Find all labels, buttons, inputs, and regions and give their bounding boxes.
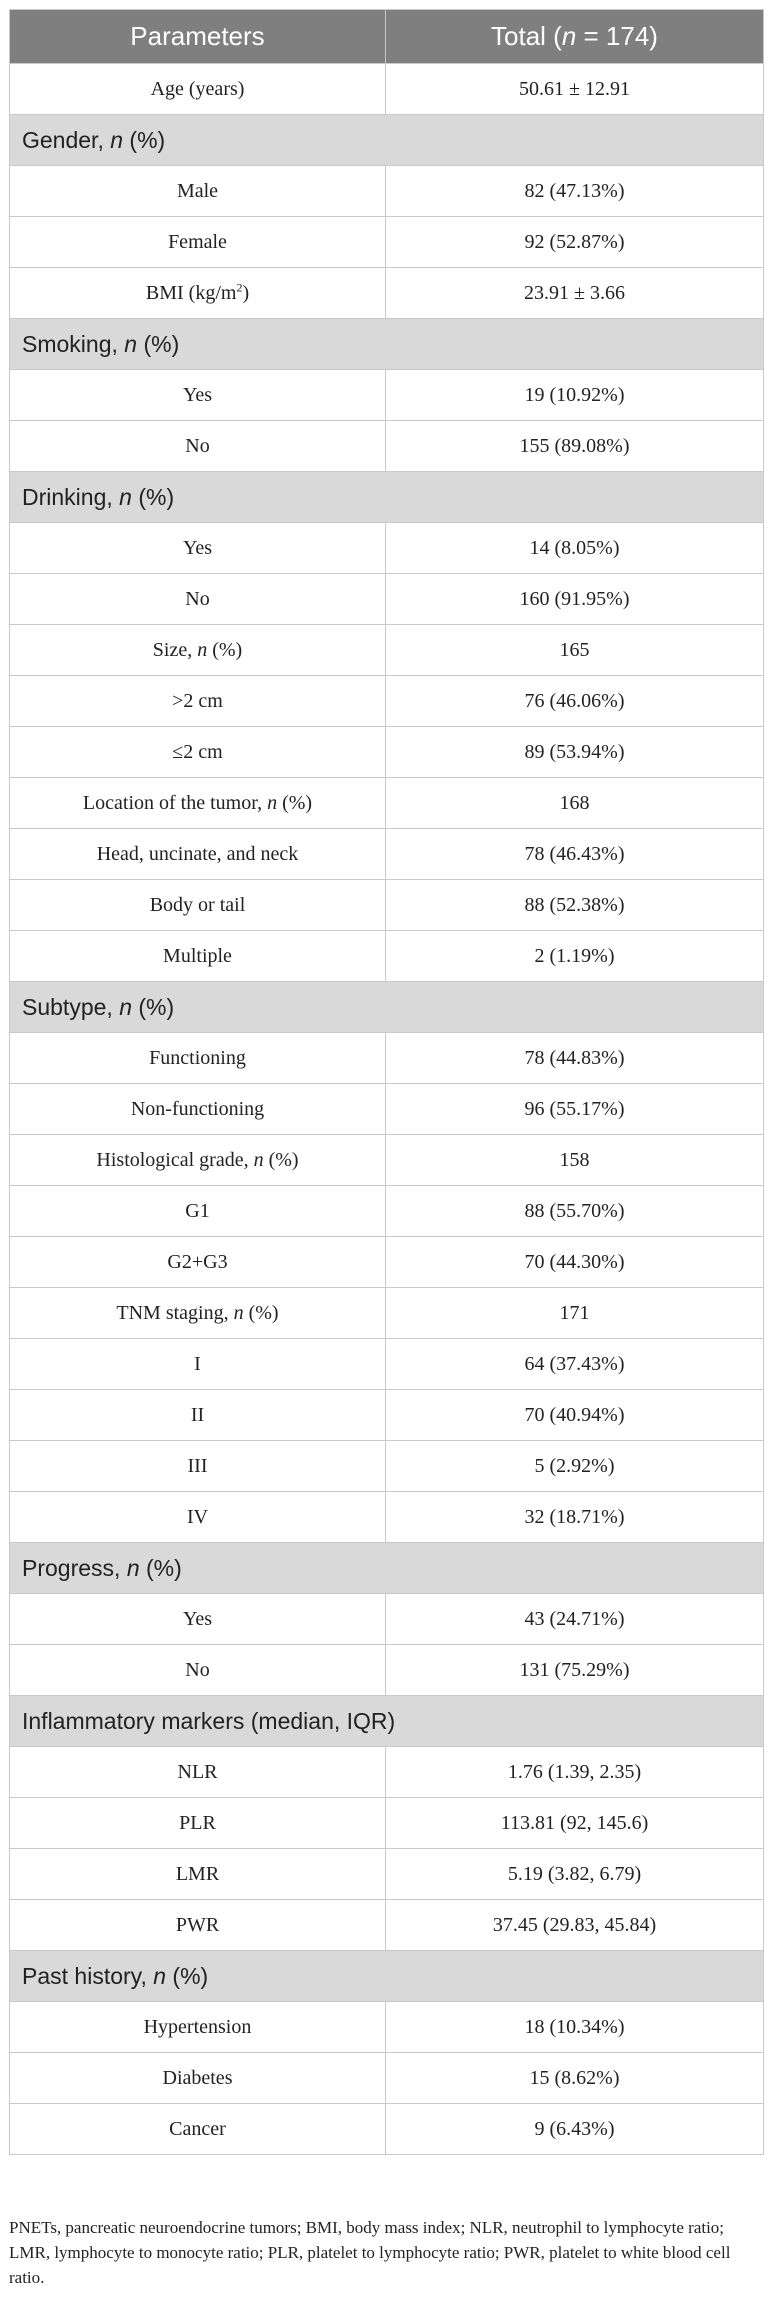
section-label-suffix: (%) — [139, 1554, 182, 1581]
value-cell: 131 (75.29%) — [386, 1645, 764, 1696]
parameter-label-n: n — [267, 791, 278, 814]
parameter-cell: Age (years) — [10, 64, 386, 115]
parameter-label-n: n — [197, 638, 208, 661]
value-cell: 23.91 ± 3.66 — [386, 268, 764, 319]
value-cell: 160 (91.95%) — [386, 574, 764, 625]
section-row — [10, 319, 764, 370]
parameter-cell: IV — [10, 1492, 386, 1543]
section-label — [10, 1951, 764, 2002]
value-cell: 5.19 (3.82, 6.79) — [386, 1849, 764, 1900]
section-label — [10, 472, 764, 523]
data-table — [9, 9, 764, 2155]
value-cell: 92 (52.87%) — [386, 217, 764, 268]
table-row — [10, 1237, 764, 1288]
parameter-cell: II — [10, 1390, 386, 1441]
value-cell: 14 (8.05%) — [386, 523, 764, 574]
value-cell: 9 (6.43%) — [386, 2104, 764, 2155]
section-row — [10, 982, 764, 1033]
value-cell: 88 (52.38%) — [386, 880, 764, 931]
parameter-cell: Cancer — [10, 2104, 386, 2155]
value-cell: 32 (18.71%) — [386, 1492, 764, 1543]
section-label-text: Smoking, — [22, 330, 125, 357]
value-cell: 1.76 (1.39, 2.35) — [386, 1747, 764, 1798]
parameter-cell: Functioning — [10, 1033, 386, 1084]
table-row — [10, 1747, 764, 1798]
table-row — [10, 64, 764, 115]
table-row — [10, 2104, 764, 2155]
table-row — [10, 1594, 764, 1645]
table-row — [10, 2002, 764, 2053]
value-cell: 96 (55.17%) — [386, 1084, 764, 1135]
value-cell: 78 (44.83%) — [386, 1033, 764, 1084]
value-cell: 155 (89.08%) — [386, 421, 764, 472]
parameter-cell: Head, uncinate, and neck — [10, 829, 386, 880]
parameter-label-suffix: (%) — [243, 1301, 279, 1324]
parameter-cell: Non-functioning — [10, 1084, 386, 1135]
value-cell: 43 (24.71%) — [386, 1594, 764, 1645]
parameter-cell: Yes — [10, 370, 386, 421]
table-row — [10, 1084, 764, 1135]
parameter-label-suffix: (%) — [263, 1148, 299, 1171]
value-cell: 165 — [386, 625, 764, 676]
parameter-cell: III — [10, 1441, 386, 1492]
section-label-n: n — [119, 483, 132, 510]
parameter-cell: NLR — [10, 1747, 386, 1798]
table-row — [10, 1390, 764, 1441]
parameter-label-text: Histological grade, — [96, 1148, 254, 1171]
table-row — [10, 676, 764, 727]
value-cell: 113.81 (92, 145.6) — [386, 1798, 764, 1849]
table-row — [10, 574, 764, 625]
table-row — [10, 166, 764, 217]
parameter-label-n: n — [233, 1301, 244, 1324]
section-label — [10, 115, 764, 166]
value-cell: 78 (46.43%) — [386, 829, 764, 880]
table-row — [10, 1033, 764, 1084]
parameter-label-suffix: (%) — [207, 638, 243, 661]
table-row — [10, 829, 764, 880]
parameter-cell: PWR — [10, 1900, 386, 1951]
section-label-n: n — [110, 126, 124, 153]
table-row — [10, 1186, 764, 1237]
table-row — [10, 523, 764, 574]
parameter-cell: Hypertension — [10, 2002, 386, 2053]
header-total — [386, 10, 764, 64]
parameter-cell: Yes — [10, 1594, 386, 1645]
value-cell: 168 — [386, 778, 764, 829]
section-label-text: Drinking, — [22, 483, 120, 510]
section-label-suffix: (%) — [131, 993, 175, 1020]
table-row — [10, 1135, 764, 1186]
section-label-suffix: (%) — [166, 1962, 209, 1989]
header-total-suffix: = 174) — [576, 21, 658, 51]
section-row — [10, 1543, 764, 1594]
section-label — [10, 319, 764, 370]
parameter-cell: Female — [10, 217, 386, 268]
table-row — [10, 727, 764, 778]
section-label-n: n — [119, 993, 132, 1020]
section-label-text: Subtype, — [22, 993, 120, 1020]
section-label-text: Past history, — [22, 1962, 154, 1989]
parameter-cell: No — [10, 421, 386, 472]
table-row — [10, 421, 764, 472]
parameter-cell: >2 cm — [10, 676, 386, 727]
table-row — [10, 778, 764, 829]
value-cell: 70 (44.30%) — [386, 1237, 764, 1288]
parameter-label-suffix: (%) — [277, 791, 313, 814]
section-label-text: Gender, — [22, 126, 111, 153]
parameter-label-n: n — [253, 1148, 264, 1171]
parameter-cell: No — [10, 574, 386, 625]
parameter-cell — [10, 1135, 386, 1186]
table-row — [10, 1645, 764, 1696]
section-row — [10, 1951, 764, 2002]
section-label — [10, 982, 764, 1033]
table-row — [10, 625, 764, 676]
table-row — [10, 370, 764, 421]
section-label-n: n — [124, 330, 138, 357]
table-footnote: PNETs, pancreatic neuroendocrine tumors; BMI, body mass index; NLR, neutrophil to lymphocyte ratio; LMR, lymphocyte to monocyte ratio; PLR, platelet to lymphocyte ratio; PWR, platelet to white blood cell ratio. — [9, 2218, 731, 2287]
section-label — [10, 1543, 764, 1594]
table-row — [10, 1849, 764, 1900]
value-cell: 76 (46.06%) — [386, 676, 764, 727]
parameter-cell: G1 — [10, 1186, 386, 1237]
value-cell: 15 (8.62%) — [386, 2053, 764, 2104]
value-cell: 64 (37.43%) — [386, 1339, 764, 1390]
table-row — [10, 1798, 764, 1849]
section-row — [10, 115, 764, 166]
parameter-cell: ≤2 cm — [10, 727, 386, 778]
table-row — [10, 1492, 764, 1543]
table-row — [10, 1900, 764, 1951]
section-row — [10, 1696, 764, 1747]
parameter-cell: I — [10, 1339, 386, 1390]
parameter-label-text: Location of the tumor, — [82, 791, 268, 814]
parameter-label-sup: 2 — [236, 279, 243, 294]
table-row — [10, 1339, 764, 1390]
section-label-suffix: (%) — [131, 483, 175, 510]
value-cell: 88 (55.70%) — [386, 1186, 764, 1237]
parameter-cell: Multiple — [10, 931, 386, 982]
section-label-suffix: (%) — [123, 126, 166, 153]
parameter-cell: Diabetes — [10, 2053, 386, 2104]
table-row — [10, 217, 764, 268]
parameter-cell: No — [10, 1645, 386, 1696]
parameter-label-text: BMI (kg/m — [145, 281, 237, 304]
header-total-n: n — [561, 21, 577, 51]
parameter-cell — [10, 268, 386, 319]
parameter-cell: Body or tail — [10, 880, 386, 931]
parameter-label-suffix: ) — [242, 281, 250, 304]
parameter-label-text: Size, — [152, 638, 198, 661]
header-row — [10, 10, 764, 64]
table-row — [10, 268, 764, 319]
header-parameters: Parameters — [10, 10, 386, 64]
parameter-cell: LMR — [10, 1849, 386, 1900]
value-cell: 5 (2.92%) — [386, 1441, 764, 1492]
value-cell: 70 (40.94%) — [386, 1390, 764, 1441]
section-label-n: n — [153, 1962, 167, 1989]
parameter-cell — [10, 1288, 386, 1339]
value-cell: 37.45 (29.83, 45.84) — [386, 1900, 764, 1951]
table-row — [10, 1288, 764, 1339]
parameter-cell: PLR — [10, 1798, 386, 1849]
parameter-cell — [10, 778, 386, 829]
value-cell: 171 — [386, 1288, 764, 1339]
value-cell: 158 — [386, 1135, 764, 1186]
parameter-cell — [10, 625, 386, 676]
section-label-n: n — [126, 1554, 140, 1581]
table-row — [10, 880, 764, 931]
value-cell: 18 (10.34%) — [386, 2002, 764, 2053]
parameter-cell: G2+G3 — [10, 1237, 386, 1288]
value-cell: 50.61 ± 12.91 — [386, 64, 764, 115]
section-label: Inflammatory markers (median, IQR) — [10, 1696, 764, 1747]
section-row — [10, 472, 764, 523]
parameter-cell: Male — [10, 166, 386, 217]
value-cell: 89 (53.94%) — [386, 727, 764, 778]
section-label-suffix: (%) — [137, 330, 180, 357]
value-cell: 82 (47.13%) — [386, 166, 764, 217]
parameter-cell: Yes — [10, 523, 386, 574]
parameter-label-text: TNM staging, — [116, 1301, 234, 1324]
section-label-text: Progress, — [22, 1554, 127, 1581]
table-row — [10, 1441, 764, 1492]
header-total-prefix: Total ( — [491, 21, 562, 51]
table-row — [10, 2053, 764, 2104]
value-cell: 2 (1.19%) — [386, 931, 764, 982]
baseline-characteristics-table — [9, 9, 763, 2155]
table-row — [10, 931, 764, 982]
value-cell: 19 (10.92%) — [386, 370, 764, 421]
